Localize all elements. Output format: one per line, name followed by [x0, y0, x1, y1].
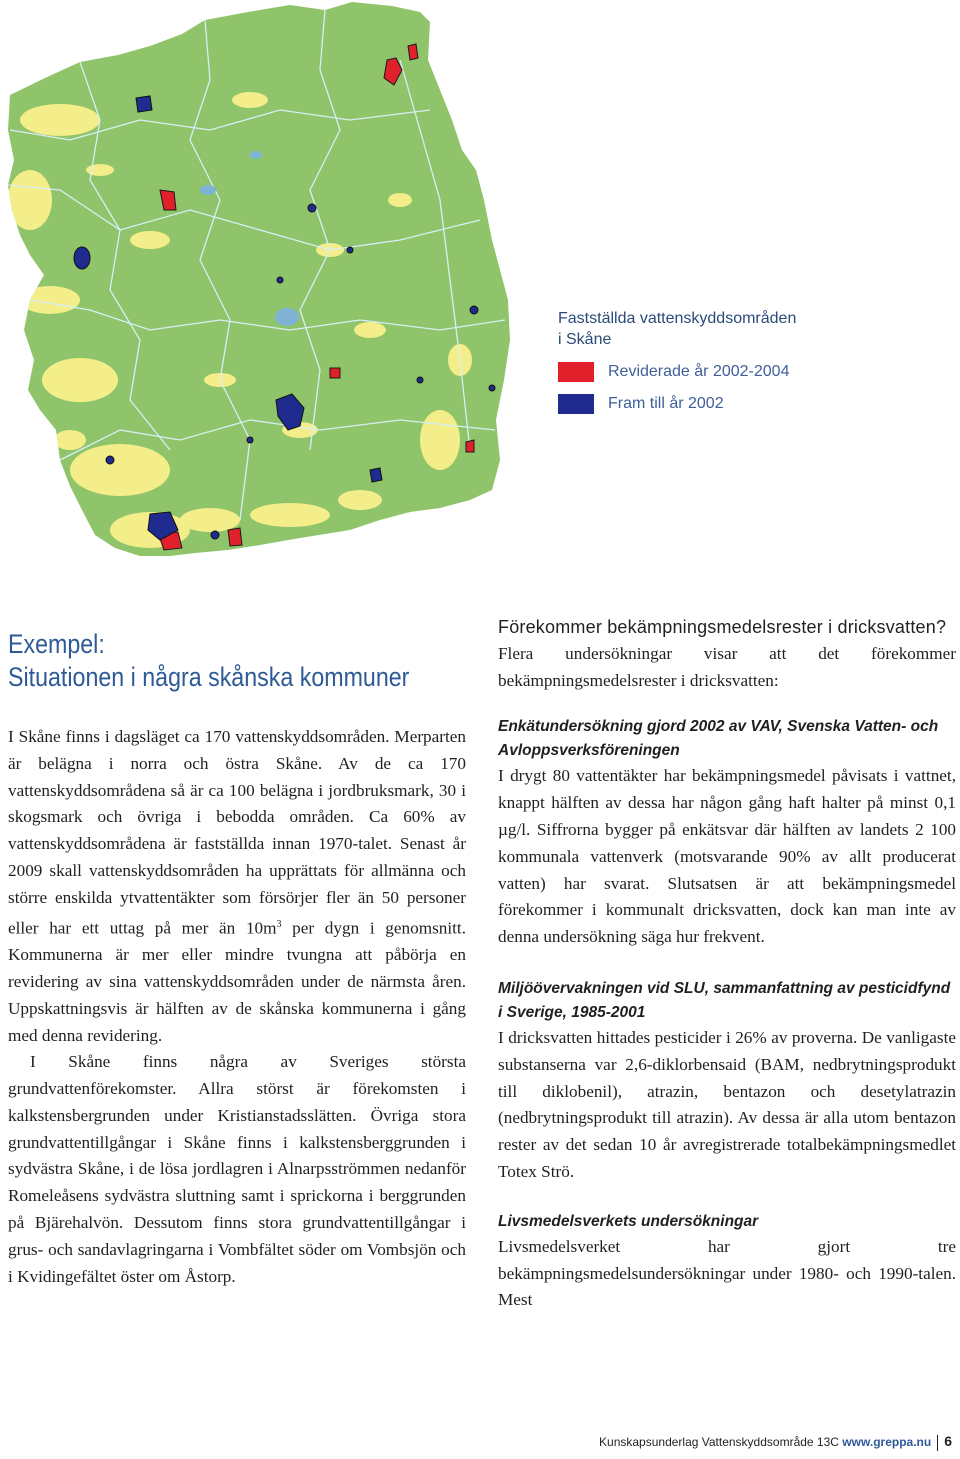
- subheading-livsmedelsverket: Livsmedelsverkets undersökningar: [498, 1212, 759, 1230]
- legend-title-line2: i Skåne: [558, 331, 612, 348]
- section-heading: [8, 628, 412, 694]
- footer-divider: [937, 1435, 938, 1451]
- livsmedelsverket-paragraph: Livsmedelsverket har gjort tre bekämpningsmedelsundersökningar under 1980- och 1990-talen. Mest: [498, 1236, 956, 1310]
- subheading-slu: Miljöövervakningen vid SLU, sammanfattning av pesticidfynd i Sverige, 1985-2001: [498, 979, 951, 1021]
- footer-doc-title: Kunskapsunderlag Vattenskyddsområde 13C: [599, 1435, 839, 1449]
- footer-url-link[interactable]: www.greppa.nu: [842, 1435, 932, 1449]
- superscript-3: 3: [276, 918, 282, 930]
- legend-title-line1: Fastställda vattenskyddsområden: [558, 310, 797, 327]
- legend-swatch-blue: [558, 394, 594, 414]
- right-column: [498, 614, 956, 1314]
- legend-title: [558, 308, 888, 350]
- legend-item-revised: [558, 362, 888, 382]
- left-p1-end: per dygn i genomsnitt. Kommunerna är mer eller mindre tvungna att påbörja en revidering av sina vattenskyddsområden under de närmsta åren. Uppskattningsvis är hälften av de skånska kommunerna i gång med denna revidering.: [8, 918, 466, 1045]
- page-number: 6: [944, 1433, 952, 1449]
- subheading-survey: Enkätundersökning gjord 2002 av VAV, Svenska Vatten- och Avloppsverksföreningen: [498, 718, 939, 760]
- legend-label-pre2002: Fram till år 2002: [608, 395, 724, 412]
- slu-paragraph: I dricksvatten hittades pesticider i 26% av proverna. De vanligaste substanserna var 2,6-diklorbensaid (BAM, nedbrytningsprodukt till diklobenil), atrazin, bentazon och desetylatrazin (nedbrytningsprodukt till atrazin). Av dessa är alla utom bentazon rester av det sedan 10 år avregistrerade totalbekämpningsmedlet Totex Strö.: [498, 1027, 956, 1181]
- legend-swatch-red: [558, 362, 594, 382]
- skane-map: [0, 0, 540, 580]
- map-legend: [558, 308, 888, 414]
- survey-paragraph: I drygt 80 vattentäkter har bekämpningsmedel påvisats i vattnet, knappt hälften av dessa har någon gång haft halter på minst 0,1 µg/l. Siffrorna bygger på enkätsvar där hälften av landets 2 100 kommunala vattenverk (motsvarande 90% av allt producerat vatten) har svarat. Slutsatsen är att bekämpningsmedel förekommer i kommunalt dricksvatten, dock kan man inte av denna undersökning säga hur frekvent.: [498, 766, 956, 947]
- intro-paragraph: Flera undersökningar visar att det förekommer bekämpningsmedelsrester i dricksvatten:: [498, 643, 956, 690]
- left-p1-text: I Skåne finns i dagsläget ca 170 vattenskyddsområden. Merparten är belägna i norra och östra Skåne. Av de ca 170 vattenskyddsområdena så är ca 100 belägna i jordbruksmark, 30 i skogsmark och övriga i bebodda områden. Ca 60% av vattenskyddsområdena är fastställda innan 1970-talet. Senast år 2009 skall vattenskyddsområden ha upprättats för allmänna och större enskilda ytvattentäkter som försörjer fler än 50 personer eller har ett uttag på mer än 10m: [8, 727, 466, 938]
- left-paragraph-2: I Skåne finns några av Sveriges största grundvattenförekomster. Allra störst är förekomsten i kalkstensbergrunden under Kristianstadsslätten. Övriga stora grundvattentillgångar i Skåne finns i kalkstensberggrunden i sydvästra Skåne, i de lösa jordlagren i Alnarpsströmmen nedanför Romeleåsens sydvästra sluttning samt i sprickorna i berggrunden på Bjärehalvön. Dessutom finns stora grundvattentillgångar i grus- och sandavlagringarna i Vombfältet söder om Vombsjön och i Kvidingefältet öster om Åstorp.: [8, 1052, 466, 1286]
- legend-item-pre2002: [558, 394, 888, 414]
- legend-label-revised: Reviderade år 2002-2004: [608, 363, 790, 380]
- page-footer: [599, 1433, 952, 1451]
- left-paragraph-1: [8, 724, 466, 1049]
- heading-line2: Situationen i några skånska kommuner: [8, 662, 410, 692]
- question-heading: Förekommer bekämpningsmedelsrester i dricksvatten?: [498, 617, 947, 637]
- heading-line1: Exempel:: [8, 629, 105, 659]
- left-column: [8, 724, 466, 1290]
